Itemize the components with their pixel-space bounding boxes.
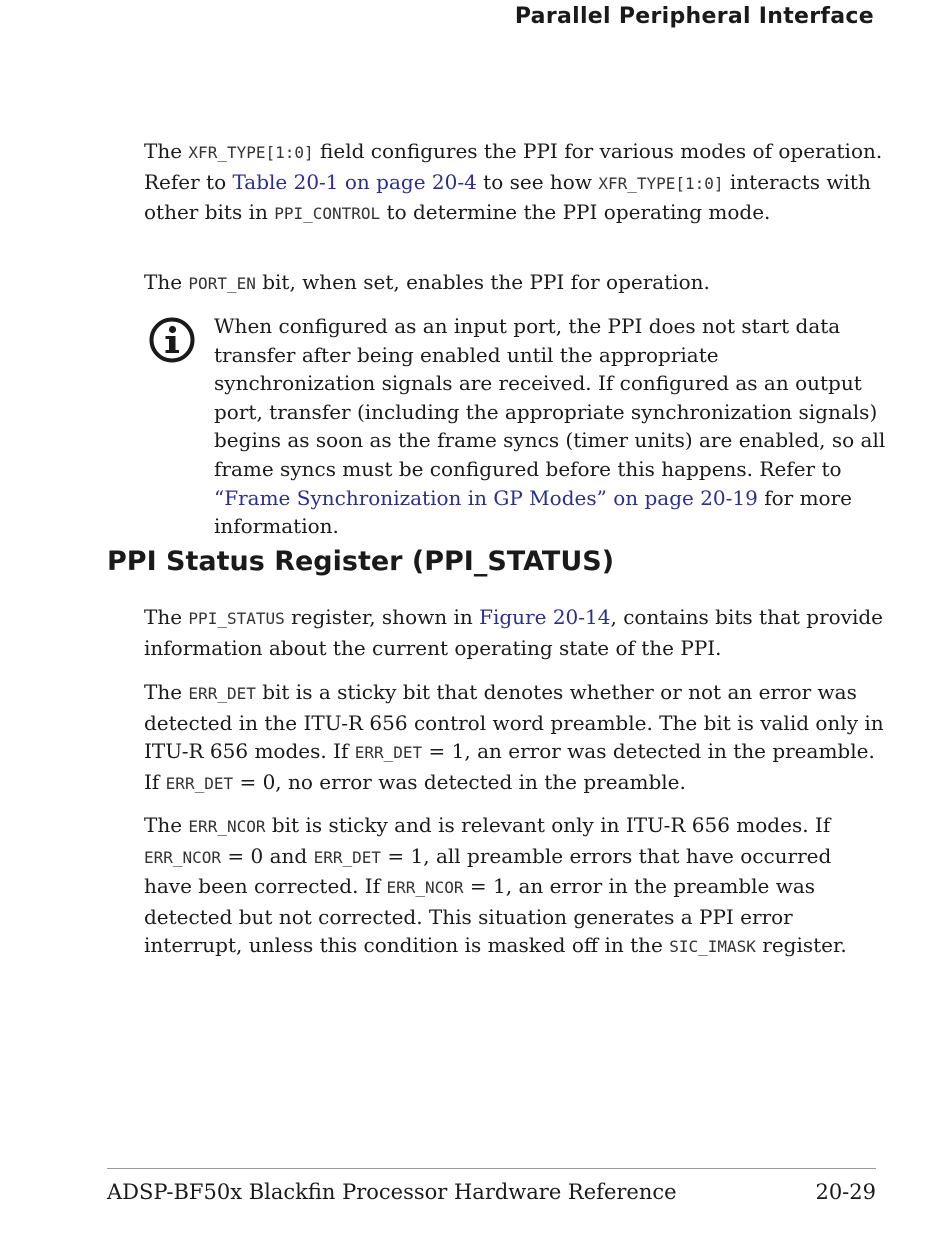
register-field-code: XFR_TYPE[1:0]: [188, 143, 314, 162]
paragraph-text: interacts with other bits in: [144, 169, 871, 225]
paragraph-text: bit is a sticky bit that denotes whether or not an error was detected in the ITU-R 656 control word preamble. The bit is valid only in ITU-R 656 modes. If: [144, 680, 884, 764]
paragraph-text: bit is sticky and is relevant only in ITU-R 656 modes. If: [265, 813, 831, 837]
paragraph-text: field configures the PPI for various modes of operation. Refer to: [144, 139, 883, 194]
register-field-code: ERR_NCOR: [386, 878, 464, 898]
footer-book-title: ADSP-BF50x Blackfin Processor Hardware Reference: [107, 1180, 677, 1204]
table-reference-link[interactable]: Table 20-1 on page 20-4: [232, 169, 477, 194]
register-field-code: XFR_TYPE[1:0]: [598, 173, 724, 193]
paragraph-text: register, shown in: [284, 605, 480, 629]
paragraph-text: The: [144, 270, 189, 294]
paragraph-text: = 1, an error was detected in the preamble. If: [144, 739, 875, 794]
paragraph-text: The: [144, 680, 189, 704]
register-field-code: ERR_DET: [165, 773, 234, 793]
running-header: Parallel Peripheral Interface: [514, 4, 874, 29]
register-field-code: ERR_NCOR: [144, 847, 222, 867]
paragraph-text: to see how: [476, 169, 599, 194]
paragraph-text: , contains bits that provide information about the current operating state of the PPI.: [144, 605, 884, 660]
paragraph-err-ncor: [144, 811, 884, 962]
note-body: for more information.: [214, 485, 852, 539]
register-name-code: SIC_IMASK: [669, 937, 756, 957]
info-icon: [148, 316, 196, 364]
paragraph-ppi-status: [144, 603, 884, 662]
paragraph-text: to determine the PPI operating mode.: [380, 200, 771, 225]
paragraph-xfr-type: [144, 137, 884, 229]
paragraph-text: = 0 and: [221, 843, 314, 868]
register-field-code: ERR_DET: [354, 743, 423, 763]
register-field-code: PORT_EN: [188, 274, 256, 293]
register-field-code: ERR_DET: [188, 684, 256, 703]
frame-sync-reference-link[interactable]: “Frame Synchronization in GP Modes” on page 20-19: [214, 485, 758, 510]
register-field-code: ERR_DET: [313, 847, 382, 867]
paragraph-text: bit, when set, enables the PPI for operation.: [255, 270, 710, 294]
register-name-code: PPI_STATUS: [188, 609, 285, 628]
paragraph-err-det: [144, 678, 884, 798]
note-text: [214, 312, 886, 541]
register-field-code: ERR_NCOR: [188, 817, 266, 836]
figure-reference-link[interactable]: Figure 20-14: [479, 605, 611, 629]
footer-page-number: 20-29: [815, 1180, 876, 1204]
paragraph-text: The: [144, 605, 189, 629]
register-name-code: PPI_CONTROL: [274, 204, 381, 224]
paragraph-text: register.: [755, 933, 847, 958]
paragraph-text: = 0, no error was detected in the preamble.: [233, 769, 686, 794]
paragraph-text: = 1, an error in the preamble was detected but not corrected. This situation generates a PPI error interrupt, unless this condition is masked off in the: [144, 874, 816, 958]
note-body: When configured as an input port, the PPI does not start data transfer after being enabled until the appropriate synchronization signals are received. If configured as an output port, transfer (including the appropriate synchronization signals) begins as soon as the frame syncs (timer units) are enabled, so all frame syncs must be configured before this happens. Refer to: [214, 314, 886, 481]
section-heading: PPI Status Register (PPI_STATUS): [107, 546, 615, 577]
paragraph-port-en: [144, 268, 884, 299]
footer-divider: [107, 1168, 876, 1169]
paragraph-text: The: [144, 813, 189, 837]
paragraph-text: The: [144, 139, 189, 163]
paragraph-text: = 1, all preamble errors that have occurred have been corrected. If: [144, 843, 832, 899]
